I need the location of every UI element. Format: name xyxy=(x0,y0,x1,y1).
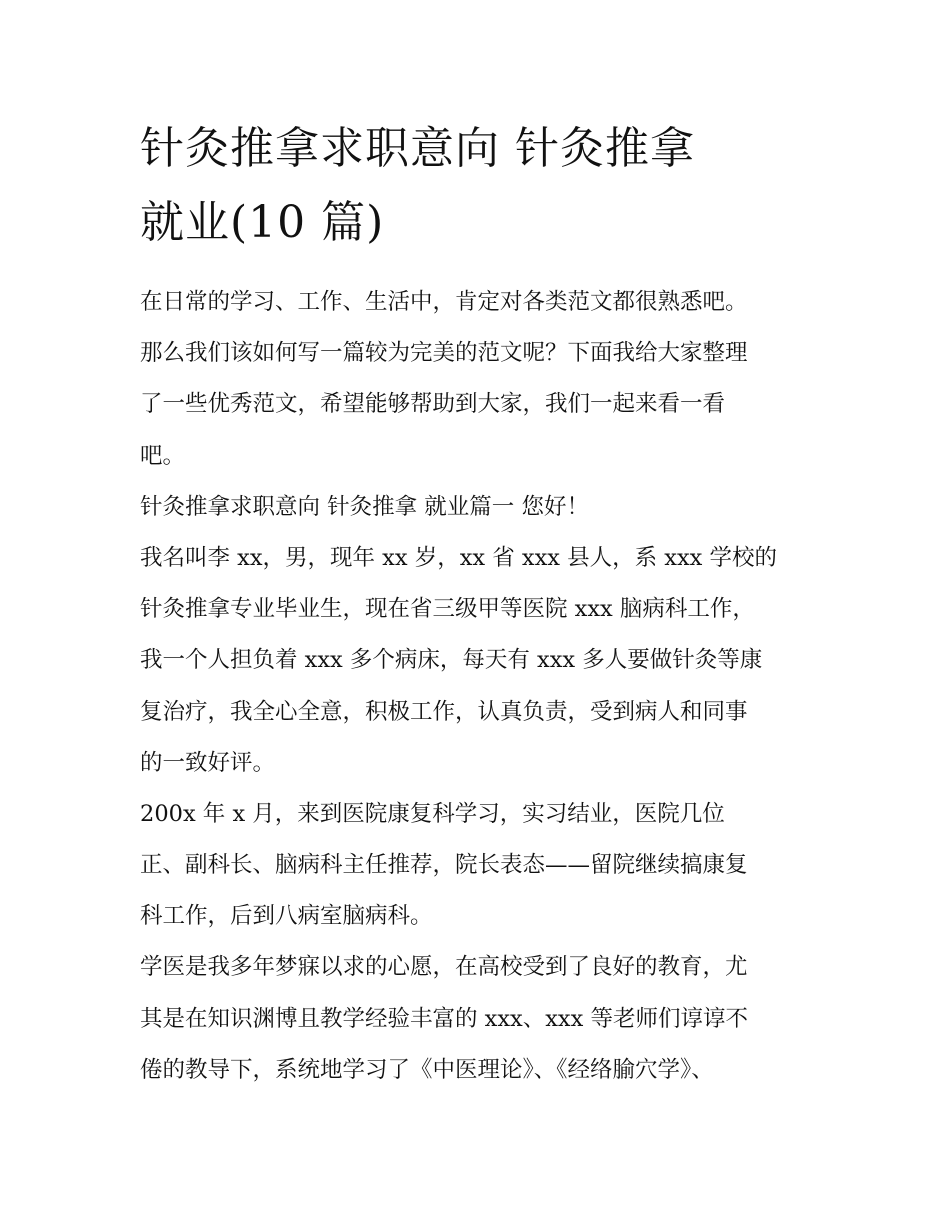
body-line: 吧。 xyxy=(140,442,186,469)
section-heading-line: 针灸推拿求职意向 针灸推拿 就业篇一 您好！ xyxy=(140,493,589,520)
body-line: 正、副科长、脑病科主任推荐，院长表态——留院继续搞康复 xyxy=(140,852,748,879)
body-line: 学医是我多年梦寐以求的心愿，在高校受到了良好的教育，尤 xyxy=(140,954,748,981)
body-line: 的一致好评。 xyxy=(140,749,276,776)
body-line: 200x 年 x 月，来到医院康复科学习，实习结业，医院几位 xyxy=(140,800,725,827)
document-title xyxy=(140,112,820,260)
body-line: 倦的教导下，系统地学习了《中医理论》、《经络腧穴学》、 xyxy=(140,1056,714,1083)
body-line: 其是在知识渊博且教学经验丰富的 xxx、xxx 等老师们谆谆不 xyxy=(140,1005,748,1032)
body-line: 那么我们该如何写一篇较为完美的范文呢？下面我给大家整理 xyxy=(140,340,748,367)
body-line: 复治疗，我全心全意，积极工作，认真负责，受到病人和同事 xyxy=(140,698,748,725)
title-line: 针灸推拿求职意向 针灸推拿 xyxy=(140,123,695,174)
document-body xyxy=(140,277,830,1096)
body-line: 科工作，后到八病室脑病科。 xyxy=(140,903,433,930)
body-line: 针灸推拿专业毕业生，现在省三级甲等医院 xxx 脑病科工作， xyxy=(140,596,755,623)
body-line: 我一个人担负着 xxx 多个病床，每天有 xxx 多人要做针灸等康 xyxy=(140,647,763,674)
body-line: 在日常的学习、工作、生活中，肯定对各类范文都很熟悉吧。 xyxy=(140,289,748,315)
body-line: 我名叫李 xx，男，现年 xx 岁，xx 省 xxx 县人，系 xxx 学校的 xyxy=(140,544,777,571)
title-line: 就业(10 篇) xyxy=(140,197,385,248)
body-line: 了一些优秀范文，希望能够帮助到大家，我们一起来看一看 xyxy=(140,391,726,418)
